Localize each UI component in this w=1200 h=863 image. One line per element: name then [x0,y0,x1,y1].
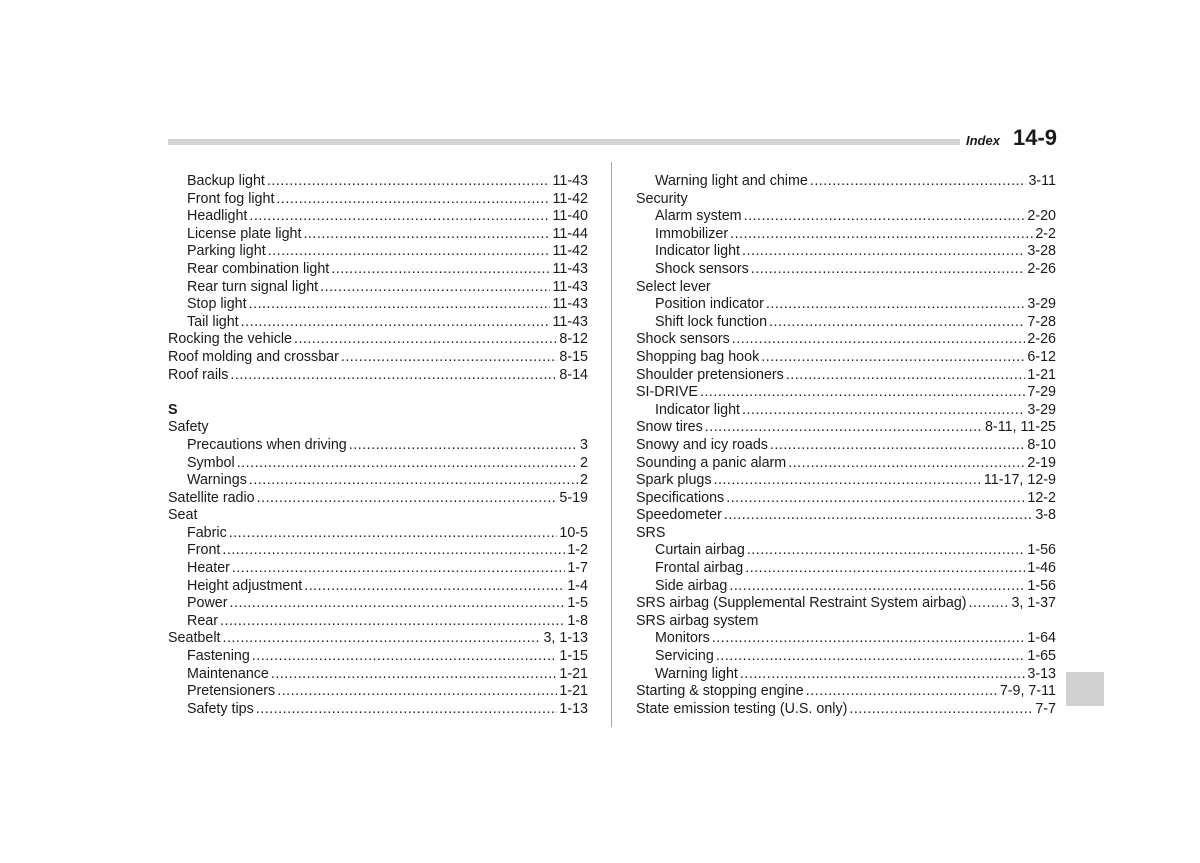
index-column-right [636,173,1056,718]
index-subentry [168,226,588,244]
entry-page-ref: 2-26 [1027,260,1056,277]
entry-label: Roof rails [168,366,229,383]
entry-label: Backup light [187,173,265,189]
index-subentry [636,578,1056,596]
index-subentry [636,243,1056,261]
entry-page-ref: 1-56 [1027,542,1056,559]
dot-leader [294,331,557,349]
index-entry [636,331,1056,349]
dot-leader [303,226,550,244]
dot-leader [726,490,1025,508]
entry-label: Precautions when driving [187,436,347,453]
index-subentry [636,261,1056,279]
index-subentry [168,578,588,596]
entry-label: Rear combination light [187,260,330,277]
entry-label: Safety tips [187,700,254,717]
entry-label: Heater [187,560,230,577]
index-subentry [636,648,1056,666]
index-entry [168,507,588,525]
dot-leader [742,243,1025,261]
entry-label: Monitors [655,630,710,647]
entry-label: Warning light and chime [655,173,808,189]
entry-label: Roof molding and crossbar [168,348,339,365]
entry-label: SRS airbag system [636,612,759,629]
entry-label: Starting & stopping engine [636,683,804,700]
entry-label: Alarm system [655,208,742,225]
entry-page-ref: 1-2 [567,542,588,559]
entry-page-ref: 3, 1-13 [543,630,588,647]
index-subentry [168,560,588,578]
dot-leader [744,208,1026,226]
index-subentry [168,261,588,279]
dot-leader [277,683,557,701]
entry-page-ref: 2-26 [1027,331,1056,348]
entry-label: Select lever [636,278,711,295]
index-entry [636,595,1056,613]
entry-page-ref: 11-40 [552,208,588,225]
entry-label: Servicing [655,648,714,665]
dot-leader [732,331,1026,349]
entry-label: Rear [187,612,218,629]
entry-page-ref: 1-8 [567,612,588,629]
entry-label: Front [187,542,221,559]
entry-label: Satellite radio [168,489,255,506]
entry-page-ref: 2 [580,472,588,489]
entry-label: Height adjustment [187,577,303,594]
entry-page-ref: 2 [580,454,588,471]
entry-label: Front fog light [187,190,275,207]
index-entry [636,613,1056,631]
dot-leader [849,701,1033,719]
index-subentry [168,613,588,631]
entry-label: Fabric [187,524,227,541]
entry-label: Warnings [187,472,247,489]
dot-leader [724,507,1033,525]
index-subentry [168,701,588,719]
entry-page-ref: 1-46 [1027,560,1056,577]
entry-label: SRS [636,524,666,541]
dot-leader [716,648,1026,666]
dot-leader [220,613,565,631]
dot-leader [320,279,550,297]
entry-page-ref: 12-2 [1027,489,1056,506]
index-subentry [168,595,588,613]
index-entry [168,630,588,648]
page-number: 14-9 [1013,125,1058,150]
entry-page-ref: 3-11 [1028,173,1056,189]
index-entry [636,490,1056,508]
index-subentry [636,314,1056,332]
dot-leader [751,261,1026,279]
index-subentry [168,208,588,226]
index-entry [636,191,1056,209]
index-entry [168,367,588,385]
entry-page-ref: 3 [580,436,588,453]
entry-page-ref: 3-29 [1027,296,1056,313]
entry-page-ref: 11-42 [552,243,588,260]
dot-leader [714,472,982,490]
entry-page-ref: 7-28 [1027,313,1056,330]
entry-page-ref: 7-29 [1027,384,1056,401]
index-entry [636,279,1056,297]
entry-page-ref: 11-43 [552,313,588,330]
dot-leader [268,243,551,261]
dot-leader [705,419,983,437]
entry-label: Indicator light [655,401,741,418]
entry-page-ref: 8-12 [559,331,588,348]
dot-leader [249,296,551,314]
index-entry [168,419,588,437]
dot-leader [747,542,1026,560]
index-entry [168,349,588,367]
entry-label: Curtain airbag [655,542,745,559]
dot-leader [969,595,1010,613]
entry-page-ref: 1-65 [1027,648,1056,665]
entry-label: Security [636,190,688,207]
index-subentry [636,402,1056,420]
index-subentry [168,279,588,297]
dot-leader [232,560,565,578]
index-entry [636,525,1056,543]
index-subentry [168,455,588,473]
index-subentry [168,648,588,666]
index-subentry [636,666,1056,684]
index-letter-heading: S [168,401,178,418]
index-subentry [168,437,588,455]
dot-leader [745,560,1025,578]
entry-label: Side airbag [655,577,728,594]
dot-leader [249,208,550,226]
index-subentry [636,296,1056,314]
index-entry [636,367,1056,385]
entry-page-ref: 1-15 [559,648,588,665]
entry-page-ref: 1-4 [567,577,588,594]
entry-page-ref: 11-43 [552,173,588,189]
dot-leader [222,630,541,648]
dot-leader [806,683,998,701]
index-entry [636,455,1056,473]
dot-leader [742,402,1025,420]
entry-page-ref: 2-19 [1027,454,1056,471]
dot-leader [769,314,1025,332]
entry-label: Specifications [636,489,725,506]
entry-page-ref: 3, 1-37 [1011,595,1056,612]
entry-page-ref: 7-7 [1035,700,1056,717]
dot-leader [241,314,551,332]
dot-leader [222,542,565,560]
entry-page-ref: 11-42 [552,190,588,207]
entry-label: State emission testing (U.S. only) [636,700,848,717]
entry-page-ref: 2-2 [1035,225,1056,242]
entry-label: Rocking the vehicle [168,331,292,348]
index-column-left [168,173,588,718]
index-entry [636,384,1056,402]
index-entry [636,472,1056,490]
index-subentry [636,208,1056,226]
index-subentry [168,472,588,490]
entry-label: License plate light [187,225,302,242]
entry-page-ref: 11-44 [552,225,588,242]
dot-leader [229,525,558,543]
entry-label: Rear turn signal light [187,278,319,295]
chapter-tab [1066,672,1104,706]
index-entry [168,331,588,349]
entry-page-ref: 11-43 [552,260,588,277]
entry-label: Frontal airbag [655,560,744,577]
entry-label: Shock sensors [636,331,730,348]
index-subentry [168,542,588,560]
entry-page-ref: 11-43 [552,296,588,313]
entry-label: Snowy and icy roads [636,436,768,453]
dot-leader [729,578,1025,596]
dot-leader [256,701,558,719]
entry-page-ref: 7-9, 7-11 [999,683,1056,700]
entry-page-ref: 3-29 [1027,401,1056,418]
entry-label: Headlight [187,208,248,225]
entry-label: Snow tires [636,419,703,436]
entry-label: Immobilizer [655,225,729,242]
entry-label: Speedometer [636,507,722,524]
entry-label: Seatbelt [168,630,221,647]
entry-page-ref: 8-15 [559,348,588,365]
dot-leader [230,367,557,385]
dot-leader [730,226,1033,244]
index-subentry [168,314,588,332]
dot-leader [761,349,1025,367]
dot-leader [257,490,558,508]
index-subentry [636,560,1056,578]
entry-page-ref: 2-20 [1027,208,1056,225]
entry-label: Indicator light [655,243,741,260]
dot-leader [700,384,1025,402]
index-subentry [636,226,1056,244]
entry-page-ref: 1-21 [559,665,588,682]
entry-page-ref: 11-43 [552,278,588,295]
entry-label: Parking light [187,243,266,260]
entry-page-ref: 1-56 [1027,577,1056,594]
section-title: Index [966,133,1000,148]
entry-page-ref: 6-12 [1027,348,1056,365]
dot-leader [267,173,551,191]
entry-label: Power [187,595,228,612]
entry-label: Tail light [187,313,239,330]
index-subentry [168,243,588,261]
dot-leader [740,666,1025,684]
section-spacer [168,384,588,402]
entry-label: Pretensioners [187,683,276,700]
dot-leader [786,367,1026,385]
entry-page-ref: 3-28 [1027,243,1056,260]
index-entry [636,419,1056,437]
index-subentry [168,173,588,191]
entry-label: Shopping bag hook [636,348,760,365]
index-entry [636,437,1056,455]
entry-page-ref: 3-13 [1027,665,1056,682]
dot-leader [349,437,578,455]
entry-page-ref: 1-13 [559,700,588,717]
dot-leader [810,173,1027,191]
dot-leader [276,191,550,209]
entry-page-ref: 11-17, 12-9 [983,472,1056,489]
dot-leader [252,648,558,666]
entry-label: Sounding a panic alarm [636,454,787,471]
index-subentry [168,191,588,209]
entry-page-ref: 5-19 [559,489,588,506]
entry-label: Position indicator [655,296,764,313]
index-subentry [636,173,1056,191]
index-entry [636,349,1056,367]
dot-leader [304,578,565,596]
entry-page-ref: 10-5 [559,524,588,541]
entry-page-ref: 8-10 [1027,436,1056,453]
dot-leader [331,261,550,279]
entry-page-ref: 3-8 [1035,507,1056,524]
dot-leader [770,437,1025,455]
dot-leader [712,630,1026,648]
entry-label: Seat [168,507,198,524]
entry-page-ref: 1-64 [1027,630,1056,647]
entry-label: Shift lock function [655,313,768,330]
dot-leader [230,595,566,613]
entry-label: SRS airbag (Supplemental Restraint System airbag) [636,595,967,612]
entry-label: Stop light [187,296,247,313]
index-subentry [636,630,1056,648]
entry-label: Symbol [187,454,235,471]
entry-label: SI-DRIVE [636,384,698,401]
dot-leader [271,666,558,684]
index-entry [636,701,1056,719]
entry-label: Fastening [187,648,250,665]
entry-page-ref: 1-5 [567,595,588,612]
entry-label: Warning light [655,665,738,682]
dot-leader [766,296,1026,314]
index-subentry [168,666,588,684]
entry-label: Safety [168,419,209,436]
entry-label: Maintenance [187,665,269,682]
entry-label: Spark plugs [636,472,712,489]
header-rule [168,139,960,145]
entry-label: Shoulder pretensioners [636,366,784,383]
dot-leader [341,349,558,367]
index-entry [636,683,1056,701]
dot-leader [788,455,1025,473]
index-subentry [636,542,1056,560]
index-subentry [168,683,588,701]
column-divider [611,162,612,727]
index-entry [636,507,1056,525]
index-subentry [168,525,588,543]
entry-page-ref: 1-21 [559,683,588,700]
index-entry [168,490,588,508]
entry-page-ref: 8-11, 11-25 [984,419,1056,436]
entry-page-ref: 1-7 [567,560,588,577]
index-subentry [168,296,588,314]
entry-page-ref: 1-21 [1027,366,1056,383]
dot-leader [249,472,578,490]
entry-page-ref: 8-14 [559,366,588,383]
entry-label: Shock sensors [655,260,749,277]
dot-leader [237,455,578,473]
